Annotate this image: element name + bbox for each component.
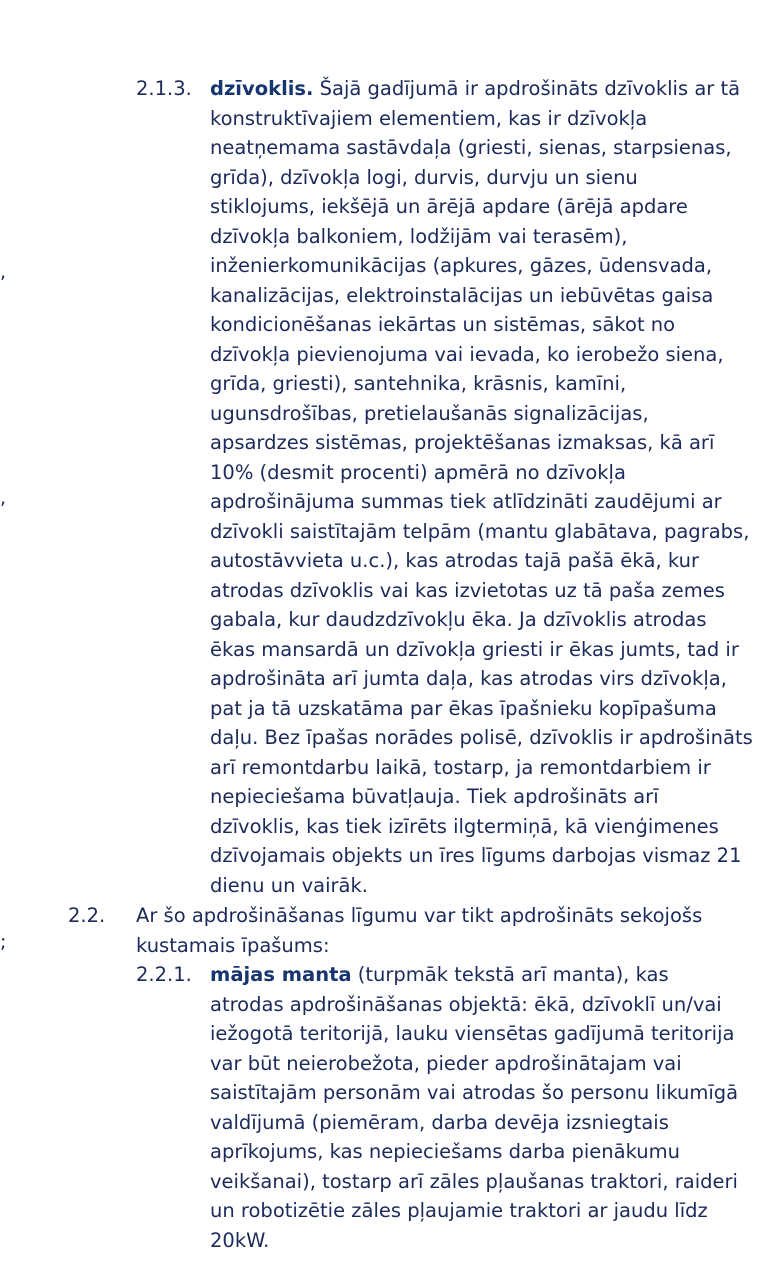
text-line: nepieciešama būvatļauja. Tiek apdrošināts arī (210, 785, 659, 808)
text-line: 10% (desmit procenti) apmērā no dzīvokļa (210, 460, 626, 484)
text-line: var būt neierobežota, pieder apdrošinātajam vai (210, 1051, 682, 1075)
text-line: grīda), dzīvokļa logi, durvis, durvju un sienu (210, 165, 638, 189)
text-line: kustamais īpašums: (136, 933, 330, 957)
text-line: stiklojums, iekšējā un ārējā apdare (ārējā apdare (210, 195, 688, 218)
text-line: pat ja tā uzskatāma par ēkas īpašnieku kopīpašuma (210, 696, 717, 720)
clause-2-1-3-text (210, 74, 753, 900)
text-line: gabala, kur daudzdzīvokļu ēka. Ja dzīvoklis atrodas (210, 608, 707, 631)
text-line: dzīvokļa balkoniem, lodžijām vai terasēm), (210, 224, 628, 248)
text-line: apdrošināta arī jumta daļa, kas atrodas virs dzīvokļa, (210, 667, 727, 690)
text-line: un robotizētie zāles pļaujamie traktori ar jaudu līdz (210, 1199, 708, 1222)
text-line: atrodas apdrošināšanas objektā: ēkā, dzīvoklī un/vai (210, 992, 722, 1016)
text-line: apdrošinājuma summas tiek atlīdzināti zaudējumi ar (210, 490, 722, 513)
text-line: saistītajām personām vai atrodas šo personu likumīgā (210, 1081, 739, 1104)
text-line: ēkas mansardā un dzīvokļa griesti ir ēkas jumts, tad ir (210, 637, 739, 661)
text-line: dzīvokli saistītajām telpām (mantu glabātava, pagrabs, (210, 519, 750, 543)
text-line: atrodas dzīvoklis vai kas izvietotas uz tā paša zemes (210, 578, 725, 602)
clause-first-line (210, 74, 753, 104)
defined-term: dzīvoklis. (210, 77, 314, 100)
text-line: inženierkomunikācijas (apkures, gāzes, ūdensvada, (210, 254, 713, 277)
text-line: Ar šo apdrošināšanas līgumu var tikt apdrošināts sekojošs (136, 904, 703, 927)
margin-mark: , (0, 261, 7, 283)
text-line: 20kW. (210, 1228, 270, 1252)
clause-first-line (210, 960, 738, 990)
text-line: dzīvoklis, kas tiek izīrēts ilgtermiņā, kā vienģimenes (210, 814, 719, 838)
text-line: arī remontdarbu laikā, tostarp, ja remontdarbiem ir (210, 755, 711, 779)
first-line-rest: Šajā gadījumā ir apdrošināts dzīvoklis ar tā (313, 77, 741, 100)
clause-number-2-2-1: 2.2.1. (136, 963, 192, 986)
text-line: dienu un vairāk. (210, 873, 368, 897)
text-line: neatņemama sastāvdaļa (griesti, sienas, starpsienas, (210, 136, 732, 159)
text-line: autostāvvieta u.c.), kas atrodas tajā pašā ēkā, kur (210, 549, 699, 572)
defined-term: mājas manta (210, 963, 352, 986)
text-line: kanalizācijas, elektroinstalācijas un iebūvētas gaisa (210, 283, 714, 307)
clause-number-2-1-3: 2.1.3. (136, 77, 192, 100)
text-line: kondicionēšanas iekārtas un sistēmas, sākot no (210, 313, 676, 336)
text-line: veikšanai), tostarp arī zāles pļaušanas traktori, raideri (210, 1169, 738, 1193)
clause-2-2-text (136, 901, 702, 960)
text-line: grīda, griesti), santehnika, krāsnis, kamīni, (210, 372, 627, 395)
text-line: dzīvojamais objekts un īres līgums darbojas vismaz 21 (210, 844, 742, 867)
first-line-rest: (turpmāk tekstā arī manta), kas (351, 963, 669, 986)
margin-mark: ; (0, 931, 7, 953)
text-line: konstruktīvajiem elementiem, kas ir dzīvokļa (210, 106, 648, 130)
text-line: iežogotā teritorijā, lauku viensētas gadījumā teritorija (210, 1022, 735, 1045)
margin-mark: , (0, 487, 7, 509)
text-line: apsardzes sistēmas, projektēšanas izmaksas, kā arī (210, 431, 715, 454)
text-line: ugunsdrošības, pretielaušanās signalizācijas, (210, 401, 649, 425)
clause-number-2-2: 2.2. (68, 904, 106, 927)
text-line: dzīvokļa pievienojuma vai ievada, ko ierobežo siena, (210, 342, 724, 366)
clause-2-2-1-text (210, 960, 738, 1255)
text-line: valdījumā (piemēram, darba devēja izsniegtais (210, 1110, 669, 1134)
text-line: aprīkojums, kas nepieciešams darba pienākumu (210, 1140, 680, 1163)
text-line: daļu. Bez īpašas norādes polisē, dzīvoklis ir apdrošināts (210, 726, 753, 749)
